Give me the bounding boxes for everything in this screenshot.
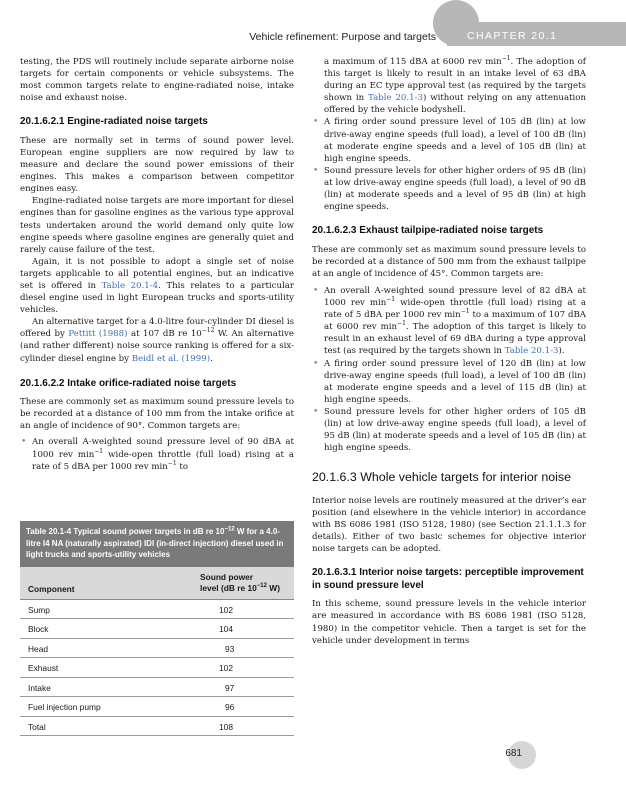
right-column bbox=[312, 56, 586, 647]
intro-paragraph: testing, the PDS will routinely include separate airborne noise targets for certain components or vehicle subsystems. The most common targets relate to engine-radiated noise, intake noise and exhaust noise. bbox=[20, 57, 294, 104]
engine-paragraph-3: Again, it is not possible to adopt a single set of noise targets applicable to all potential engines, but an indicative set is offered in Table 20.1-4. This relates to a particular diesel engine used in light European trucks and sports-utility vehicles. bbox=[20, 256, 294, 316]
table-caption: Table 20.1-4 Typical sound power targets in dB re $10^{-12}$ W for a 4.0-litre I4 NA (naturally aspirated) IDI (in-direct injection) diesel used in light trucks and sports-utility vehicles bbox=[20, 521, 294, 567]
intake-bullet-continuation: a maximum of 115 dBA at 6000 rev $\min^{-1}$. The adoption of this target is likely to result in an intake level of 63 dBA during an EC type approval test (as required by the targets shown in Table 20.1-3) without relying on any attenuation offered by the vehicle bodyshell. bbox=[324, 55, 587, 116]
beidl-citation-link[interactable]: Beidl et al. (1999) bbox=[131, 353, 211, 364]
chapter-label: CHAPTER 20.1 bbox=[467, 30, 558, 42]
list-item: • A firing order sound pressure level of 105 dB (lin) at low drive-away engine speeds (full load), a level of 100 dB (lin) at moderate engine speeds and a level of 105 dB (lin) at high engine speeds. bbox=[312, 116, 586, 164]
list-item: • A firing order sound pressure level of 120 dB (lin) at low drive-away engine speeds (full load), a level of 100 dB (lin) at moderate engine speeds and a level of 115 dB (lin) at high engine speeds. bbox=[312, 358, 586, 406]
table-row: Exhaust 102 bbox=[20, 658, 294, 678]
table-row: Sump 102 bbox=[20, 600, 294, 620]
intake-targets-list-cont bbox=[312, 116, 586, 213]
heading-whole-vehicle: 20.1.6.3 Whole vehicle targets for interior noise bbox=[312, 470, 571, 485]
page-header bbox=[0, 0, 626, 46]
table-20-1-3-link[interactable]: Table 20.1-3 bbox=[504, 346, 559, 357]
heading-intake-orifice: 20.1.6.2.2 Intake orifice-radiated noise targets bbox=[20, 377, 237, 389]
exhaust-targets-list bbox=[312, 285, 586, 454]
list-item: • Sound pressure levels for other higher orders of 95 dB (lin) at low drive-away engine speeds (full load), a level of 90 dB (lin) at moderate speeds and a level of 95 dB (lin) at high engine speeds. bbox=[312, 165, 586, 213]
heading-interior-noise: 20.1.6.3.1 Interior noise targets: perceptible improvement in sound pressure level bbox=[312, 567, 584, 591]
table-row: Intake 97 bbox=[20, 678, 294, 698]
header-component: Component bbox=[28, 583, 75, 594]
table-row: Head 93 bbox=[20, 639, 294, 659]
table-row: Block 104 bbox=[20, 619, 294, 639]
left-column bbox=[20, 56, 294, 473]
page-number: 681 bbox=[505, 748, 522, 759]
heading-engine-radiated: 20.1.6.2.1 Engine-radiated noise targets bbox=[20, 116, 208, 128]
engine-paragraph-4: An alternative target for a 4.0-litre four-cylinder DI diesel is offered by Pettitt (1988) at 107 dB re $10^{-12}$ W. An alternative (and rather different) noise source ranking is offered for a six-cylinder diesel engine by Beidl et al. (1999). bbox=[20, 317, 294, 364]
table-row: Fuel injection pump 96 bbox=[20, 697, 294, 717]
sound-power-table bbox=[20, 521, 294, 736]
list-item: • An overall A-weighted sound pressure level of 90 dBA at 1000 rev $\min^{-1}$ wide-open throttle (full load) rising at a rate of 5 dBA per 1000 rev $\min^{-1}$ to bbox=[20, 436, 294, 472]
interior-paragraph: In this scheme, sound pressure levels in the vehicle interior are measured in accordance with BS 6086 1981 (ISO 5128, 1980) in the competitor vehicle. Then a target is set for the vehicle under development in terms bbox=[312, 599, 586, 646]
header-sound-power: Sound power level (dB re $10^{-12}$ W) bbox=[200, 571, 281, 593]
whole-vehicle-paragraph: Interior noise levels are routinely measured at the driver’s ear position (and elsewhere in the vehicle interior) in accordance with BS 6086 1981 (ISO 5128, 1980) (see Section 21.1.1.3 for details). Either of two basic schemes for objective interior noise targets can be adopted. bbox=[312, 495, 586, 555]
exhaust-paragraph-1: These are commonly set as maximum sound pressure levels to be recorded at a distance of 500 mm from the exhaust tailpipe at an angle of incidence of 45°. Common targets are: bbox=[312, 244, 586, 279]
intake-targets-list bbox=[20, 436, 294, 472]
table-20-1-3-link[interactable]: Table 20.1-3 bbox=[368, 93, 423, 104]
engine-paragraph-1: These are normally set in terms of sound power level. European engine suppliers are now required by law to measure and declare the sound power emissions of their engines. This makes a comparison between competitor engines easy. bbox=[20, 135, 294, 195]
list-item: • Sound pressure levels for other higher orders of 105 dB (lin) at low drive-away engine speeds (full load), a level of 95 dB (lin) at moderate speeds and a level of 105 dB (lin) at high engine speeds. bbox=[312, 406, 586, 454]
table-row: Total 108 bbox=[20, 717, 294, 737]
table-header bbox=[20, 567, 294, 600]
list-item: • An overall A-weighted sound pressure level of 82 dBA at 1000 rev $\min^{-1}$ wide-open throttle (full load) rising at a rate of 5 dBA per 1000 rev $\min^{-1}$ to a maximum of 107 dBA at 6000 rev $\min^{-1}$. The adoption of this target is likely to result in an exhaust level of 69 dBA during a type approval test (as required by the targets shown in Table 20.1-3). bbox=[312, 285, 586, 358]
running-title: Vehicle refinement: Purpose and targets bbox=[249, 31, 436, 43]
heading-exhaust-tailpipe: 20.1.6.2.3 Exhaust tailpipe-radiated noise targets bbox=[312, 225, 544, 237]
engine-paragraph-2: Engine-radiated noise targets are more important for diesel engines than for gasoline engines as the various type approval tests undertaken around the world demand only quite low engine speeds where gasoline engines are generally quiet and rarely cause failure of the test. bbox=[20, 196, 294, 255]
pettitt-citation-link[interactable]: Pettitt (1988) bbox=[68, 329, 128, 340]
intake-paragraph-1: These are commonly set as maximum sound pressure levels to be recorded at a distance of 100 mm from the intake orifice at an angle of incidence of 90°. Common targets are: bbox=[20, 397, 294, 432]
table-20-1-4-link[interactable]: Table 20.1-4 bbox=[101, 281, 159, 291]
